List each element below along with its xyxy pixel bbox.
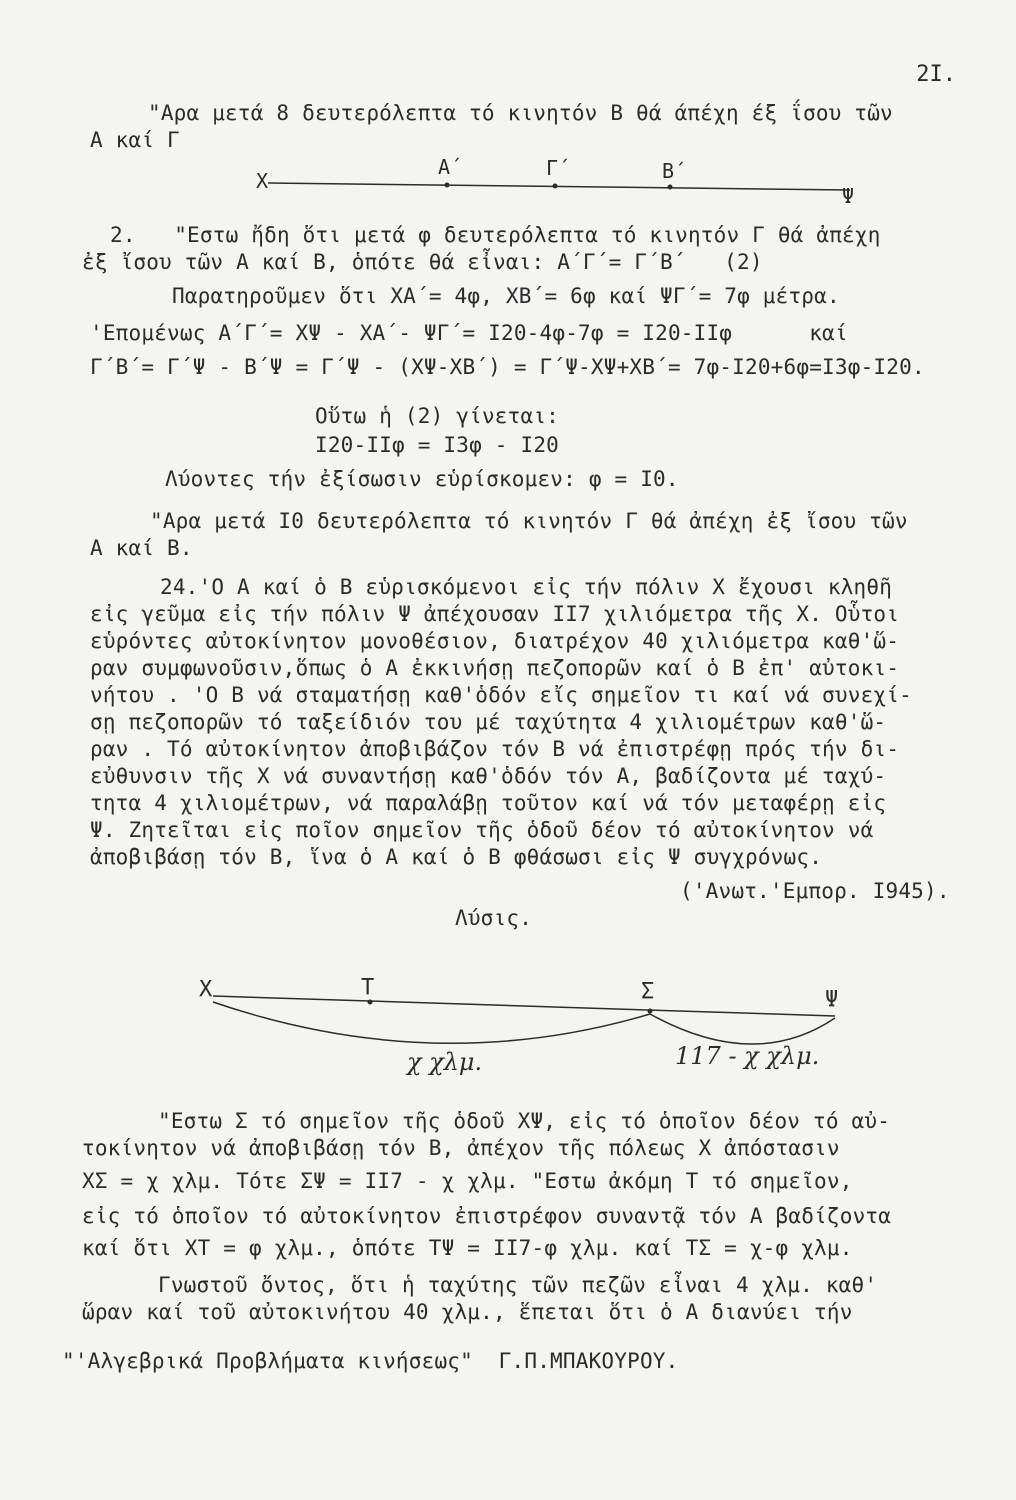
text-line: τοκίνητον νά ἀποβιβάσῃ τόν Β, ἀπέχον τῆς πόλεως Χ ἀπόστασιν — [82, 1136, 840, 1160]
point-b — [668, 185, 673, 190]
text-line: Παρατηροῦμεν ὅτι ΧΑ΄= 4φ, ΧΒ΄= 6φ καί ΨΓ΄= 7φ μέτρα. — [172, 284, 840, 308]
point-t — [368, 1000, 373, 1005]
label-g: Γ΄ — [546, 156, 571, 180]
text-line: εἰς τό ὁποῖον τό αὐτοκίνητον ἐπιστρέφον συναντᾷ τόν Α βαδίζοντα — [82, 1204, 892, 1228]
text-line: τητα 4 χιλιομέτρων, νά παραλάβῃ τοῦτον καί νά τόν μεταφέρῃ εἰς — [90, 791, 887, 815]
text-line: ΧΣ = χ χλμ. Τότε ΣΨ = ΙΙ7 - χ χλμ. "Εστω ἀκόμη Τ τό σημεῖον, — [82, 1169, 853, 1193]
brace-label-left: χ χλμ. — [407, 1048, 483, 1076]
line-segment — [268, 183, 850, 190]
text-line: ραν συμφωνοῦσιν,ὅπως ὁ Α ἐκκινήσῃ πεζοπορῶν καί ὁ Β ἐπ' αὐτοκι- — [90, 656, 900, 680]
label-psi: Ψ — [825, 987, 839, 1012]
text-line: Λύοντες τήν ἐξίσωσιν εὑρίσκομεν: φ = Ι0. — [165, 467, 679, 491]
label-t: Τ — [361, 975, 375, 1000]
text-line: νήτου . 'Ο Β νά σταματήσῃ καθ'ὁδόν εἴς σημεῖον τι καί νά συνεχί- — [90, 683, 912, 707]
text-line: Α καί Γ — [90, 128, 180, 152]
label-x: Χ — [199, 977, 213, 1002]
road-line — [213, 996, 835, 1016]
text-line: "Αρα μετά Ι0 δευτερόλεπτα τό κινητόν Γ θά ἀπέχη ἐξ ἴσου τῶν — [150, 509, 908, 533]
text-line: 24.'Ο Α καί ὁ Β εὑρισκόμενοι εἰς τήν πόλιν Χ ἔχουσι κληθῆ — [160, 575, 893, 599]
text-line: ραν . Τό αὐτοκίνητον ἀποβιβάζον τόν Β νά ἐπιστρέφῃ πρός τήν δι- — [90, 737, 900, 761]
text-line: εὑρόντες αὐτοκίνητον μονοθέσιον, διατρέχον 40 χιλιόμετρα καθ'ὥ- — [90, 629, 900, 653]
text-line: Ψ. Ζητεῖται εἰς ποῖον σημεῖον τῆς ὁδοῦ δέον τό αὐτοκίνητον νά — [90, 818, 874, 842]
brace-right — [650, 1014, 835, 1044]
figure-line-2 — [195, 960, 855, 1090]
text-line: ἀποβιβάσῃ τόν Β, ἵνα ὁ Α καί ὁ Β φθάσωσι εἰς Ψ συγχρόνως. — [90, 845, 823, 869]
text-line: "Αρα μετά 8 δευτερόλεπτα τό κινητόν Β θά άπέχη έξ ΐσου τῶν — [148, 101, 893, 125]
text-line: Α καί Β. — [90, 536, 193, 560]
text-line: "Εστω Σ τό σημεῖον τῆς ὁδοῦ ΧΨ, εἰς τό ὁποῖον δέον τό αὐ- — [158, 1109, 891, 1133]
point-s — [648, 1009, 653, 1014]
label-b: Β΄ — [662, 159, 687, 183]
text-line: ἐξ ἴσου τῶν Α καί Β, ὁπότε θά εἶναι: Α΄Γ΄= Γ΄Β΄ (2) — [82, 250, 763, 274]
text-line: σῃ πεζοπορῶν τό ταξείδιόν του μέ ταχύτητα 4 χιλιομέτρων καθ'ὥ- — [90, 710, 887, 734]
text-line: εἰς γεῦμα εἰς τήν πόλιν Ψ ἀπέχουσαν ΙΙ7 χιλιόμετρα τῆς Χ. Οὗτοι — [90, 602, 900, 626]
label-psi: Ψ — [842, 184, 855, 208]
text-line: Οὕτω ἡ (2) γίνεται: — [315, 404, 560, 428]
text-line: ὥραν καί τοῦ αὐτοκινήτου 40 χλμ., ἕπεται ὅτι ὁ Α διανύει τήν — [82, 1300, 853, 1324]
text-line: ('Ανωτ.'Εμπορ. Ι945). — [680, 879, 950, 903]
text-line: 'Επομένως Α΄Γ΄= ΧΨ - ΧΑ΄- ΨΓ΄= Ι20-4φ-7φ = Ι20-ΙΙφ καί — [90, 321, 848, 345]
label-a: Α΄ — [438, 155, 463, 179]
text-line: 2. "Εστω ἤδη ὅτι μετά φ δευτερόλεπτα τό κινητόν Γ θά ἀπέχη — [110, 223, 881, 247]
point-a — [445, 183, 450, 188]
text-line: εὐθυνσιν τῆς Χ νά συναντήσῃ καθ'ὁδόν τόν Α, βαδίζοντα μέ ταχύ- — [90, 764, 887, 788]
page-number: 2I. — [916, 62, 956, 87]
figure-line-1 — [250, 150, 870, 210]
label-s: Σ — [641, 979, 655, 1004]
text-line: Ι20-ΙΙφ = Ι3φ - Ι20 — [315, 433, 560, 457]
text-line: Γ΄Β΄= Γ΄Ψ - Β΄Ψ = Γ΄Ψ - (ΧΨ-ΧΒ΄) = Γ΄Ψ-ΧΨ+ΧΒ΄= 7φ-Ι20+6φ=Ι3φ-Ι20. — [90, 355, 925, 379]
brace-label-right: 117 - χ χλμ. — [675, 1042, 820, 1070]
footer-credit: "'Αλγεβρικά Προβλήματα κινήσεως" Γ.Π.ΜΠΑΚΟΥΡΟΥ. — [62, 1349, 679, 1373]
text-line: Λύσις. — [455, 906, 533, 930]
text-line: Γνωστοῦ ὄντος, ὅτι ἡ ταχύτης τῶν πεζῶν εἶναι 4 χλμ. καθ' — [158, 1273, 878, 1297]
point-g — [553, 184, 558, 189]
label-x: Χ — [256, 169, 269, 193]
text-line: καί ὅτι ΧΤ = φ χλμ., ὁπότε ΤΨ = ΙΙ7-φ χλμ. καί ΤΣ = χ-φ χλμ. — [82, 1236, 853, 1260]
